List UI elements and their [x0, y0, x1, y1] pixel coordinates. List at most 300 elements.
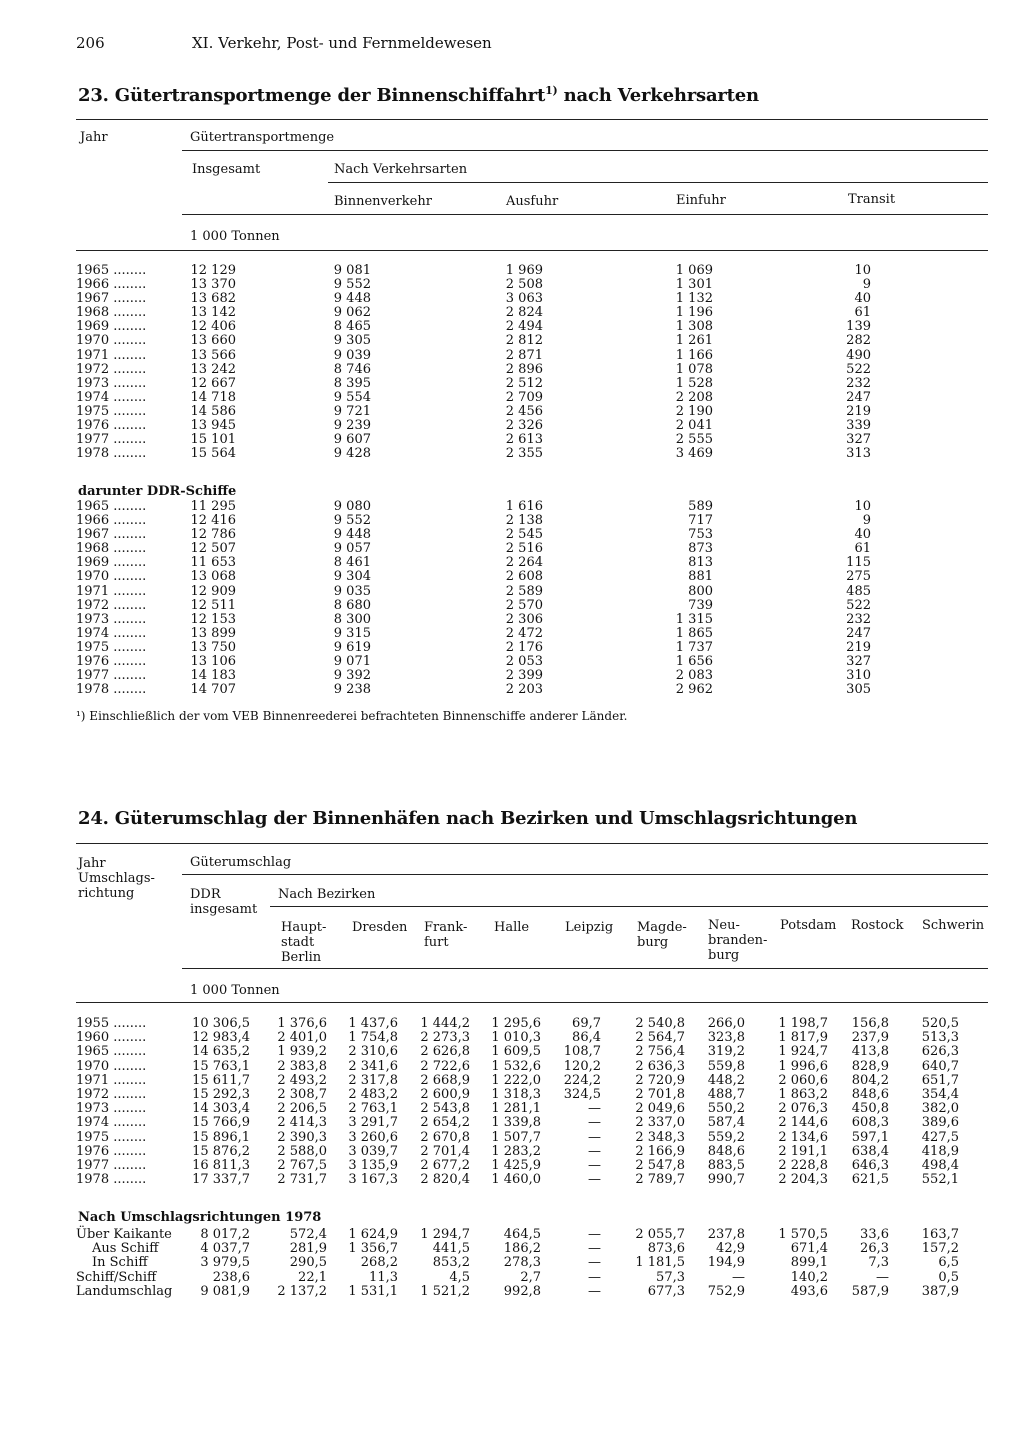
- cell-ddr: 10 306,5: [192, 1016, 250, 1031]
- cell-aus: 2 508: [505, 277, 543, 293]
- cell-ddr: 4 037,7: [200, 1241, 250, 1257]
- cell-ein: 1 737: [675, 639, 713, 655]
- cell-berlin: 290,5: [289, 1255, 327, 1271]
- t24-sub-label: Nach Umschlagsrichtungen 1978: [78, 1210, 322, 1225]
- cell-insg: 14 586: [190, 403, 236, 419]
- cell-berlin: 281,9: [289, 1241, 327, 1257]
- t23-footnote: ¹) Einschließlich der vom VEB Binnenreederei befrachteten Binnenschiffe anderer Länder.: [76, 709, 628, 723]
- cell-dresden: 3 291,7: [348, 1115, 398, 1131]
- cell-frankfurt: 2 668,9: [420, 1072, 470, 1088]
- row-year: 1974 ........: [76, 389, 147, 405]
- cell-binnen: 8 461: [333, 555, 371, 571]
- t23-col-jahr: Jahr: [80, 130, 108, 145]
- cell-binnen: 8 746: [333, 361, 371, 377]
- cell-trans: 282: [846, 333, 871, 349]
- cell-dresden: 2 483,2: [348, 1086, 398, 1102]
- cell-binnen: 9 392: [333, 668, 371, 684]
- cell-ddr: 238,6: [212, 1269, 250, 1285]
- table-row: [0, 641, 1024, 655]
- row-year: 1977 ........: [76, 668, 147, 684]
- cell-aus: 2 203: [505, 682, 543, 698]
- cell-potsdam: 899,1: [790, 1255, 828, 1271]
- cell-magdeburg: 873,6: [647, 1241, 685, 1257]
- cell-ddr: 16 811,3: [192, 1157, 250, 1173]
- table-row: [0, 1256, 1024, 1270]
- cell-schwerin: 418,9: [921, 1143, 959, 1159]
- cell-ein: 753: [688, 527, 713, 543]
- t24-col-main: Güterumschlag: [190, 855, 292, 870]
- cell-trans: 232: [846, 375, 871, 391]
- row-year: 1971 ........: [76, 583, 147, 599]
- table-row: [0, 528, 1024, 542]
- table24-top-rule: [76, 843, 988, 844]
- table-row: [0, 1285, 1024, 1299]
- cell-rostock: 804,2: [851, 1072, 889, 1088]
- cell-ddr: 14 303,4: [192, 1101, 250, 1117]
- cell-berlin: 2 401,0: [277, 1030, 327, 1046]
- cell-aus: 2 512: [505, 375, 543, 391]
- cell-frankfurt: 1 444,2: [420, 1016, 470, 1031]
- cell-potsdam: 493,6: [790, 1283, 828, 1299]
- cell-leipzig: —: [588, 1129, 601, 1145]
- cell-magdeburg: 2 701,8: [635, 1086, 685, 1102]
- cell-trans: 10: [854, 499, 871, 514]
- cell-ddr: 14 635,2: [192, 1044, 250, 1060]
- row-label: 1973 ........: [76, 1101, 147, 1117]
- t24-col-neubrandenburg: Neu- branden- burg: [708, 918, 768, 963]
- cell-ein: 1 069: [675, 263, 713, 278]
- cell-dresden: 3 260,6: [348, 1129, 398, 1145]
- cell-insg: 13 682: [190, 291, 236, 307]
- cell-schwerin: 354,4: [921, 1086, 959, 1102]
- cell-trans: 219: [846, 639, 871, 655]
- row-year: 1972 ........: [76, 597, 147, 613]
- cell-aus: 2 053: [505, 654, 543, 670]
- table-row: [0, 514, 1024, 528]
- cell-ein: 1 315: [675, 611, 713, 627]
- table-row: [0, 613, 1024, 627]
- cell-ein: 813: [688, 555, 713, 571]
- cell-schwerin: 513,3: [921, 1030, 959, 1046]
- table23-title: [78, 84, 759, 106]
- cell-schwerin: 626,3: [921, 1044, 959, 1060]
- cell-halle: 1 507,7: [491, 1129, 541, 1145]
- cell-aus: 2 456: [505, 403, 543, 419]
- cell-magdeburg: 2 337,0: [635, 1115, 685, 1131]
- cell-ein: 739: [688, 597, 713, 613]
- row-label: Landumschlag: [76, 1283, 173, 1299]
- table-row: [0, 292, 1024, 306]
- table-row: [0, 433, 1024, 447]
- cell-insg: 12 406: [190, 319, 236, 335]
- cell-trans: 9: [862, 277, 871, 293]
- cell-magdeburg: 2 564,7: [635, 1030, 685, 1046]
- cell-aus: 2 176: [505, 639, 543, 655]
- cell-leipzig: —: [588, 1172, 601, 1188]
- cell-halle: 1 318,3: [491, 1086, 541, 1102]
- cell-neubrandenburg: 848,6: [707, 1143, 745, 1159]
- t24-body: [0, 1017, 1024, 1187]
- row-year: 1972 ........: [76, 361, 147, 377]
- table-row: [0, 377, 1024, 391]
- cell-magdeburg: 2 547,8: [635, 1157, 685, 1173]
- cell-aus: 2 264: [505, 555, 543, 571]
- t24-col-ddr: DDR insgesamt: [190, 887, 258, 917]
- table-row: [0, 1088, 1024, 1102]
- cell-binnen: 9 448: [333, 527, 371, 543]
- row-year: 1969 ........: [76, 319, 147, 335]
- cell-binnen: 9 448: [333, 291, 371, 307]
- cell-halle: 1 010,3: [491, 1030, 541, 1046]
- cell-neubrandenburg: 559,8: [707, 1058, 745, 1074]
- cell-ein: 1 308: [675, 319, 713, 335]
- cell-insg: 13 899: [190, 625, 236, 641]
- cell-potsdam: 2 204,3: [778, 1172, 828, 1188]
- table23-title-footnote-mark: 1): [545, 84, 558, 97]
- cell-berlin: 2 414,3: [277, 1115, 327, 1131]
- cell-ddr: 15 896,1: [192, 1129, 250, 1145]
- row-year: 1970 ........: [76, 569, 147, 585]
- cell-schwerin: 389,6: [921, 1115, 959, 1131]
- cell-berlin: 1 939,2: [277, 1044, 327, 1060]
- cell-neubrandenburg: —: [732, 1269, 745, 1285]
- table-row: [0, 1031, 1024, 1045]
- cell-insg: 12 507: [190, 541, 236, 557]
- table-row: [0, 1228, 1024, 1242]
- row-label: 1974 ........: [76, 1115, 147, 1131]
- table-row: [0, 585, 1024, 599]
- t24-col-rostock: Rostock: [851, 918, 904, 933]
- table-row: [0, 1145, 1024, 1159]
- cell-trans: 219: [846, 403, 871, 419]
- cell-frankfurt: 2 677,2: [420, 1157, 470, 1173]
- row-label: 1978 ........: [76, 1172, 147, 1188]
- cell-trans: 490: [846, 347, 871, 363]
- cell-insg: 12 909: [190, 583, 236, 599]
- cell-binnen: 9 238: [333, 682, 371, 698]
- row-year: 1976 ........: [76, 654, 147, 670]
- cell-aus: 2 871: [505, 347, 543, 363]
- cell-leipzig: —: [588, 1241, 601, 1257]
- cell-schwerin: 498,4: [921, 1157, 959, 1173]
- cell-leipzig: —: [588, 1143, 601, 1159]
- row-label: 1965 ........: [76, 1044, 147, 1060]
- cell-binnen: 8 680: [333, 597, 371, 613]
- cell-frankfurt: 2 273,3: [420, 1030, 470, 1046]
- cell-ddr: 17 337,7: [192, 1172, 250, 1188]
- cell-aus: 2 494: [505, 319, 543, 335]
- table-row: [0, 542, 1024, 556]
- row-label: 1972 ........: [76, 1086, 147, 1102]
- table-row: [0, 1060, 1024, 1074]
- cell-binnen: 9 035: [333, 583, 371, 599]
- row-year: 1970 ........: [76, 333, 147, 349]
- cell-halle: 1 425,9: [491, 1157, 541, 1173]
- row-label: 1971 ........: [76, 1072, 147, 1088]
- cell-frankfurt: 2 600,9: [420, 1086, 470, 1102]
- cell-insg: 12 786: [190, 527, 236, 543]
- row-year: 1968 ........: [76, 305, 147, 321]
- cell-aus: 2 326: [505, 418, 543, 434]
- table-row: [0, 363, 1024, 377]
- table-row: [0, 405, 1024, 419]
- t23-unit: 1 000 Tonnen: [190, 229, 280, 244]
- t24-col-leipzig: Leipzig: [565, 920, 614, 935]
- cell-potsdam: 1 924,7: [778, 1044, 828, 1060]
- t24-col-frankfurt: Frank- furt: [424, 920, 468, 950]
- cell-berlin: 2 137,2: [277, 1283, 327, 1299]
- cell-leipzig: —: [588, 1101, 601, 1117]
- cell-halle: 1 281,1: [491, 1101, 541, 1117]
- row-year: 1977 ........: [76, 432, 147, 448]
- table-row: [0, 627, 1024, 641]
- cell-rostock: —: [876, 1269, 889, 1285]
- cell-rostock: 638,4: [851, 1143, 889, 1159]
- t24-col-nach: Nach Bezirken: [278, 887, 376, 902]
- cell-frankfurt: 2 543,8: [420, 1101, 470, 1117]
- table-row: [0, 320, 1024, 334]
- cell-dresden: 3 135,9: [348, 1157, 398, 1173]
- table-row: [0, 1102, 1024, 1116]
- cell-neubrandenburg: 42,9: [716, 1241, 745, 1257]
- cell-ein: 1 301: [675, 277, 713, 293]
- cell-magdeburg: 2 789,7: [635, 1172, 685, 1188]
- cell-frankfurt: 2 701,4: [420, 1143, 470, 1159]
- row-label: 1975 ........: [76, 1129, 147, 1145]
- cell-leipzig: 120,2: [563, 1058, 601, 1074]
- cell-dresden: 2 310,6: [348, 1044, 398, 1060]
- t23-body: [0, 264, 1024, 461]
- cell-dresden: 2 763,1: [348, 1101, 398, 1117]
- table-row: [0, 447, 1024, 461]
- cell-ein: 1 656: [675, 654, 713, 670]
- cell-neubrandenburg: 194,9: [707, 1255, 745, 1271]
- table24-title: 24. Güterumschlag der Binnenhäfen nach Bezirken und Umschlagsrichtungen: [78, 808, 858, 829]
- row-label: In Schiff: [92, 1255, 148, 1271]
- cell-trans: 339: [846, 418, 871, 434]
- cell-aus: 3 063: [505, 291, 543, 307]
- table-row: [0, 1131, 1024, 1145]
- cell-binnen: 9 315: [333, 625, 371, 641]
- cell-leipzig: —: [588, 1115, 601, 1131]
- cell-dresden: 2 341,6: [348, 1058, 398, 1074]
- cell-halle: 1 460,0: [491, 1172, 541, 1188]
- cell-frankfurt: 853,2: [432, 1255, 470, 1271]
- row-label: 1960 ........: [76, 1030, 147, 1046]
- cell-ein: 1 078: [675, 361, 713, 377]
- table-row: [0, 278, 1024, 292]
- cell-dresden: 1 624,9: [348, 1227, 398, 1242]
- cell-rostock: 450,8: [851, 1101, 889, 1117]
- cell-halle: 1 283,2: [491, 1143, 541, 1159]
- cell-frankfurt: 1 521,2: [420, 1283, 470, 1299]
- cell-schwerin: 640,7: [921, 1058, 959, 1074]
- cell-schwerin: 427,5: [921, 1129, 959, 1145]
- row-year: 1973 ........: [76, 375, 147, 391]
- cell-neubrandenburg: 488,7: [707, 1086, 745, 1102]
- table-row: [0, 264, 1024, 278]
- row-label: Über Kaikante: [76, 1227, 172, 1242]
- row-year: 1965 ........: [76, 499, 147, 514]
- cell-trans: 310: [846, 668, 871, 684]
- table-row: [0, 1242, 1024, 1256]
- cell-halle: 2,7: [520, 1269, 541, 1285]
- cell-binnen: 9 428: [333, 446, 371, 462]
- t24-col-jahr: Jahr Umschlags- richtung: [78, 856, 155, 901]
- cell-binnen: 9 039: [333, 347, 371, 363]
- cell-ein: 2 041: [675, 418, 713, 434]
- cell-trans: 139: [846, 319, 871, 335]
- cell-insg: 15 101: [190, 432, 236, 448]
- cell-potsdam: 2 076,3: [778, 1101, 828, 1117]
- t24-col-dresden: Dresden: [352, 920, 408, 935]
- chapter-title: XI. Verkehr, Post- und Fernmeldewesen: [192, 34, 492, 52]
- cell-insg: 13 945: [190, 418, 236, 434]
- cell-leipzig: 224,2: [563, 1072, 601, 1088]
- cell-rostock: 33,6: [860, 1227, 889, 1242]
- cell-magdeburg: 2 348,3: [635, 1129, 685, 1145]
- cell-halle: 464,5: [503, 1227, 541, 1242]
- cell-trans: 522: [846, 361, 871, 377]
- cell-ein: 2 083: [675, 668, 713, 684]
- row-label: 1955 ........: [76, 1016, 147, 1031]
- cell-dresden: 1 437,6: [348, 1016, 398, 1031]
- cell-ein: 1 132: [675, 291, 713, 307]
- cell-rostock: 828,9: [851, 1058, 889, 1074]
- cell-aus: 2 138: [505, 513, 543, 529]
- cell-frankfurt: 2 722,6: [420, 1058, 470, 1074]
- cell-ddr: 15 876,2: [192, 1143, 250, 1159]
- cell-ddr: 15 763,1: [192, 1058, 250, 1074]
- cell-dresden: 3 167,3: [348, 1172, 398, 1188]
- cell-potsdam: 1 570,5: [778, 1227, 828, 1242]
- cell-binnen: 9 721: [333, 403, 371, 419]
- cell-leipzig: 69,7: [572, 1016, 601, 1031]
- t24-rule-1: [182, 874, 988, 875]
- cell-magdeburg: 677,3: [647, 1283, 685, 1299]
- cell-trans: 10: [854, 263, 871, 278]
- cell-ein: 2 555: [675, 432, 713, 448]
- cell-schwerin: 163,7: [921, 1227, 959, 1242]
- table23-title-text: 23. Gütertransportmenge der Binnenschiffahrt: [78, 85, 546, 106]
- cell-potsdam: 2 060,6: [778, 1072, 828, 1088]
- cell-potsdam: 1 996,6: [778, 1058, 828, 1074]
- cell-potsdam: 2 228,8: [778, 1157, 828, 1173]
- cell-frankfurt: 2 820,4: [420, 1172, 470, 1188]
- cell-rostock: 156,8: [851, 1016, 889, 1031]
- cell-ein: 1 865: [675, 625, 713, 641]
- cell-potsdam: 1 198,7: [778, 1016, 828, 1031]
- cell-schwerin: 387,9: [921, 1283, 959, 1299]
- cell-leipzig: —: [588, 1227, 601, 1242]
- cell-potsdam: 1 817,9: [778, 1030, 828, 1046]
- cell-trans: 9: [862, 513, 871, 529]
- cell-ddr: 15 766,9: [192, 1115, 250, 1131]
- t24-rule-4: [76, 1002, 988, 1003]
- cell-neubrandenburg: 448,2: [707, 1072, 745, 1088]
- t24-rule-3: [182, 968, 988, 969]
- cell-berlin: 1 376,6: [277, 1016, 327, 1031]
- cell-ein: 589: [688, 499, 713, 514]
- cell-frankfurt: 1 294,7: [420, 1227, 470, 1242]
- cell-aus: 2 355: [505, 446, 543, 462]
- cell-trans: 115: [846, 555, 871, 571]
- cell-neubrandenburg: 266,0: [707, 1016, 745, 1031]
- table-row: [0, 500, 1024, 514]
- cell-neubrandenburg: 323,8: [707, 1030, 745, 1046]
- cell-insg: 12 416: [190, 513, 236, 529]
- cell-berlin: 2 308,7: [277, 1086, 327, 1102]
- table-row: [0, 655, 1024, 669]
- cell-rostock: 413,8: [851, 1044, 889, 1060]
- cell-insg: 12 667: [190, 375, 236, 391]
- cell-ein: 1 528: [675, 375, 713, 391]
- cell-potsdam: 671,4: [790, 1241, 828, 1257]
- cell-insg: 12 511: [190, 597, 236, 613]
- cell-neubrandenburg: 319,2: [707, 1044, 745, 1060]
- cell-berlin: 2 206,5: [277, 1101, 327, 1117]
- cell-ddr: 8 017,2: [200, 1227, 250, 1242]
- cell-ein: 1 196: [675, 305, 713, 321]
- cell-ein: 800: [688, 583, 713, 599]
- cell-halle: 1 222,0: [491, 1072, 541, 1088]
- row-year: 1974 ........: [76, 625, 147, 641]
- cell-binnen: 9 062: [333, 305, 371, 321]
- row-year: 1975 ........: [76, 403, 147, 419]
- row-year: 1969 ........: [76, 555, 147, 571]
- cell-frankfurt: 441,5: [432, 1241, 470, 1257]
- cell-insg: 13 242: [190, 361, 236, 377]
- cell-binnen: 9 552: [333, 513, 371, 529]
- row-label: Schiff/Schiff: [76, 1269, 157, 1285]
- cell-potsdam: 2 144,6: [778, 1115, 828, 1131]
- cell-leipzig: —: [588, 1157, 601, 1173]
- page-number: 206: [76, 34, 105, 52]
- cell-aus: 2 399: [505, 668, 543, 684]
- cell-halle: 278,3: [503, 1255, 541, 1271]
- cell-potsdam: 140,2: [790, 1269, 828, 1285]
- cell-leipzig: 108,7: [563, 1044, 601, 1060]
- cell-insg: 15 564: [190, 446, 236, 462]
- cell-schwerin: 0,5: [938, 1269, 959, 1285]
- cell-binnen: 9 619: [333, 639, 371, 655]
- cell-binnen: 9 080: [333, 499, 371, 514]
- t24-col-schwerin: Schwerin: [922, 918, 985, 933]
- cell-frankfurt: 2 626,8: [420, 1044, 470, 1060]
- t23-col-ausfuhr: Ausfuhr: [506, 194, 559, 209]
- cell-schwerin: 382,0: [921, 1101, 959, 1117]
- cell-frankfurt: 2 670,8: [420, 1129, 470, 1145]
- cell-insg: 13 370: [190, 277, 236, 293]
- row-year: 1966 ........: [76, 513, 147, 529]
- cell-magdeburg: 2 636,3: [635, 1058, 685, 1074]
- t23-col-insgesamt: Insgesamt: [192, 162, 261, 177]
- cell-binnen: 8 465: [333, 319, 371, 335]
- cell-halle: 1 295,6: [491, 1016, 541, 1031]
- cell-berlin: 22,1: [298, 1269, 327, 1285]
- cell-magdeburg: 2 720,9: [635, 1072, 685, 1088]
- row-year: 1976 ........: [76, 418, 147, 434]
- cell-trans: 61: [854, 541, 871, 557]
- cell-trans: 327: [846, 654, 871, 670]
- cell-insg: 14 183: [190, 668, 236, 684]
- table-row: [0, 1271, 1024, 1285]
- cell-binnen: 9 607: [333, 432, 371, 448]
- cell-rostock: 646,3: [851, 1157, 889, 1173]
- cell-trans: 522: [846, 597, 871, 613]
- cell-neubrandenburg: 237,8: [707, 1227, 745, 1242]
- t24-col-berlin: Haupt- stadt Berlin: [281, 920, 327, 965]
